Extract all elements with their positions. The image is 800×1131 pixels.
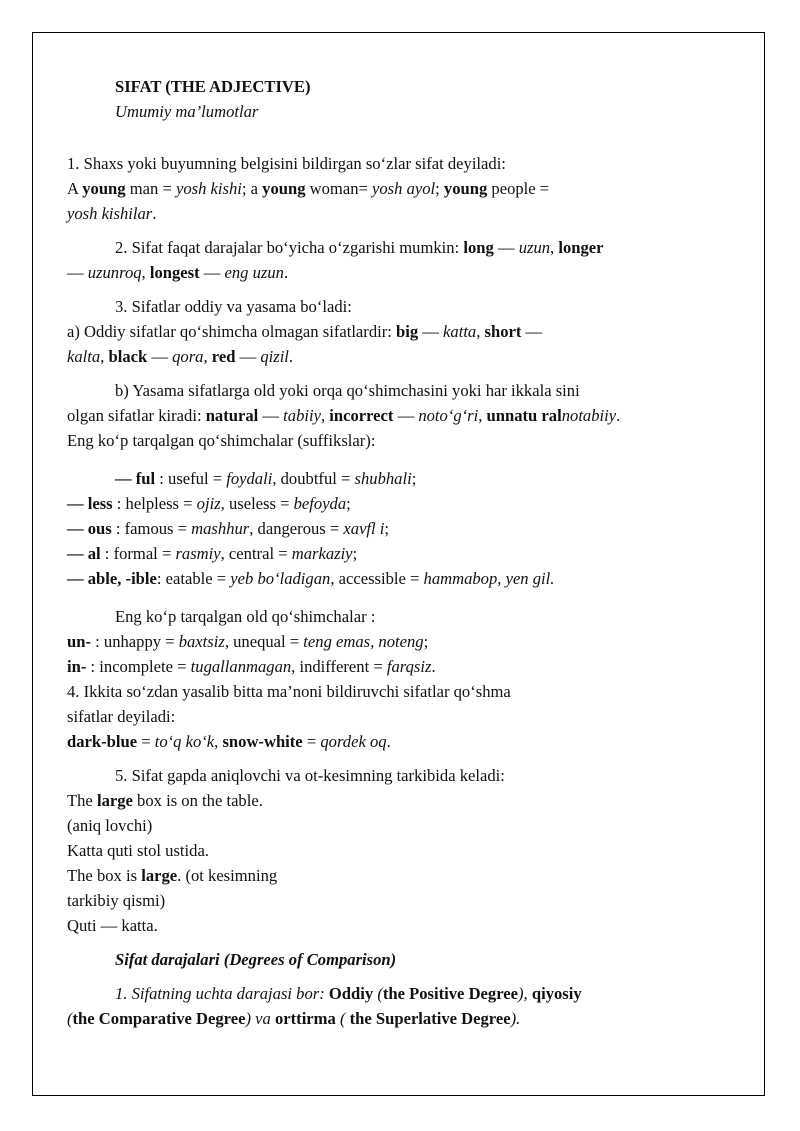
paragraph-2: 2. Sifat faqat darajalar bo‘yicha o‘zgarishi mumkin: long — uzun, longer — uzunroq, longest — eng uzun. [67,238,604,282]
list-item: in- : incomplete = tugallanmagan, indifferent = farqsiz. [67,657,436,676]
list-item: — able, -ible: eatable = yeb bo‘ladigan, accessible = hammabop, yen gil. [67,569,555,588]
paragraph-6: 5. Sifat gapda aniqlovchi va ot-kesimning tarkibida keladi: The large box is on the table. (aniq lovchi) Katta quti stol ustida. The box is large. (ot kesimning tarkibiy qismi) Quti — katta. [67,766,505,935]
list-item: — al : formal = rasmiy, central = markaziy; [67,544,358,563]
section-heading: Sifat darajalari (Degrees of Comparison) [115,950,397,969]
prefix-list: Eng ko‘p tarqalgan old qo‘shimchalar : un- : unhappy = baxtsiz, unequal = teng emas, noteng; in- : incomplete = tugallanmagan, indifferent = farqsiz. [67,604,707,679]
list-item: — less : helpless = ojiz, useless = befoyda; [67,494,351,513]
paragraph-5: 4. Ikkita so‘zdan yasalib bitta ma’noni bildiruvchi sifatlar qo‘shma sifatlar deyiladi: dark-blue = to‘q ko‘k, snow-white = qordek oq. [67,682,511,751]
list-item: un- : unhappy = baxtsiz, unequal = teng emas, noteng; [67,632,429,651]
paragraph-degrees: 1. Sifatning uchta darajasi bor: Oddiy (the Positive Degree), qiyosiy (the Comparative Degree) va orttirma ( the Superlative Degree). [67,984,582,1028]
page-subtitle: Umumiy ma’lumotlar [115,102,259,121]
paragraph-3: 3. Sifatlar oddiy va yasama bo‘ladi: a) Oddiy sifatlar qo‘shimcha olmagan sifatlardir: big — katta, short — kalta, black — qora, red — qizil. [67,297,543,366]
paragraph-4: b) Yasama sifatlarga old yoki orqa qo‘shimchasini yoki har ikkala sini olgan sifatlar kiradi: natural — tabiiy, incorrect — noto‘g‘ri, unnatu ralnotabiiy. Eng ko‘p tarqalgan qo‘shimchalar (suffikslar): [67,381,621,450]
page-title: SIFAT (THE ADJECTIVE) [115,77,311,96]
suffix-list [67,466,707,591]
list-item: — ous : famous = mashhur, dangerous = xavfl i; [67,519,390,538]
paragraph-1: 1. Shaxs yoki buyumning belgisini bildirgan so‘zlar sifat deyiladi: A young man = yosh kishi; a young woman= yosh ayol; young people = yosh kishilar. [67,154,550,223]
list-item: — ful : useful = foydali, doubtful = shubhali; [115,469,417,488]
document-body [67,74,707,1031]
